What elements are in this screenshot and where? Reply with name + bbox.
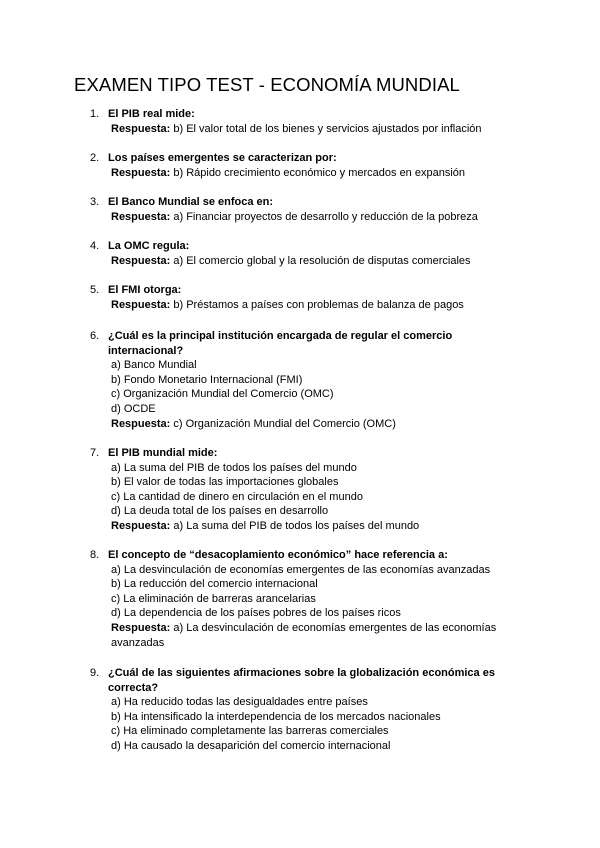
answer-label: Respuesta:	[111, 417, 171, 430]
option-d: d) La dependencia de los países pobres de los países ricos	[111, 607, 401, 620]
question-number: 5.	[90, 284, 100, 296]
option-d: d) Ha causado la desaparición del comercio internacional	[111, 739, 391, 752]
question-text: Los países emergentes se caracterizan por:	[108, 152, 337, 164]
answer-label: Respuesta:	[111, 298, 171, 311]
answer-line	[108, 519, 510, 534]
answer-text: b) Préstamos a países con problemas de balanza de pagos	[173, 298, 464, 311]
answer-text: b) Rápido crecimiento económico y mercados en expansión	[173, 166, 466, 179]
question-number: 1.	[90, 108, 100, 120]
answer-label: Respuesta:	[111, 166, 171, 179]
question-text: El PIB real mide:	[108, 108, 195, 120]
question-item	[90, 283, 510, 312]
question-number: 2.	[90, 152, 100, 164]
answer-line	[108, 298, 510, 313]
option-b: b) La reducción del comercio internacional	[111, 578, 318, 591]
option-d: d) OCDE	[111, 402, 156, 415]
answer-line	[108, 166, 510, 181]
option-c: c) Organización Mundial del Comercio (OMC)	[111, 388, 334, 401]
answer-label: Respuesta:	[111, 210, 171, 223]
answer-text: a) La desvinculación de economías emergentes de las economías avanzadas	[111, 621, 497, 649]
document-title: EXAMEN TIPO TEST - ECONOMÍA MUNDIAL	[74, 74, 460, 95]
question-item	[90, 666, 510, 754]
question-text: La OMC regula:	[108, 240, 190, 252]
option-a: a) La desvinculación de economías emergentes de las economías avanzadas	[111, 563, 491, 576]
question-item	[90, 548, 510, 650]
question-number: 4.	[90, 240, 100, 252]
question-item	[90, 239, 510, 268]
question-text: ¿Cuál es la principal institución encargada de regular el comercio internacional?	[108, 330, 453, 357]
question-number: 7.	[90, 447, 100, 459]
option-a: a) Ha reducido todas las desigualdades entre países	[111, 696, 368, 709]
question-text: El FMI otorga:	[108, 284, 182, 296]
question-item	[90, 329, 510, 431]
answer-text: a) El comercio global y la resolución de disputas comerciales	[173, 254, 471, 267]
question-number: 9.	[90, 667, 100, 679]
option-c: c) La eliminación de barreras arancelarias	[111, 592, 316, 605]
option-d: d) La deuda total de los países en desarrollo	[111, 505, 329, 518]
answer-text: a) La suma del PIB de todos los países del mundo	[173, 519, 420, 532]
answer-line	[108, 254, 510, 269]
question-text: El PIB mundial mide:	[108, 447, 218, 459]
question-item	[90, 195, 510, 224]
question-number: 8.	[90, 549, 100, 561]
question-text: ¿Cuál de las siguientes afirmaciones sobre la globalización económica es correcta?	[108, 667, 495, 694]
option-c: c) La cantidad de dinero en circulación en el mundo	[111, 490, 363, 503]
answer-text: a) Financiar proyectos de desarrollo y reducción de la pobreza	[173, 210, 478, 223]
option-b: b) El valor de todas las importaciones globales	[111, 476, 339, 489]
answer-line	[108, 122, 510, 137]
answer-text: b) El valor total de los bienes y servicios ajustados por inflación	[173, 122, 482, 135]
option-c: c) Ha eliminado completamente las barreras comerciales	[111, 725, 389, 738]
answer-text: c) Organización Mundial del Comercio (OMC)	[173, 417, 396, 430]
answer-line	[108, 210, 510, 225]
answer-label: Respuesta:	[111, 519, 171, 532]
question-number: 6.	[90, 330, 100, 342]
question-item	[90, 107, 510, 136]
question-text: El Banco Mundial se enfoca en:	[108, 196, 274, 208]
answer-line	[108, 417, 510, 432]
question-text: El concepto de “desacoplamiento económico” hace referencia a:	[108, 549, 448, 561]
answer-label: Respuesta:	[111, 254, 171, 267]
answer-label: Respuesta:	[111, 122, 171, 135]
option-a: a) La suma del PIB de todos los países del mundo	[111, 461, 357, 474]
option-b: b) Fondo Monetario Internacional (FMI)	[111, 373, 303, 386]
answer-line	[108, 621, 510, 650]
option-b: b) Ha intensificado la interdependencia de los mercados nacionales	[111, 710, 441, 723]
question-number: 3.	[90, 196, 100, 208]
option-a: a) Banco Mundial	[111, 359, 197, 372]
question-item	[90, 151, 510, 180]
answer-label: Respuesta:	[111, 621, 171, 634]
question-item	[90, 446, 510, 534]
